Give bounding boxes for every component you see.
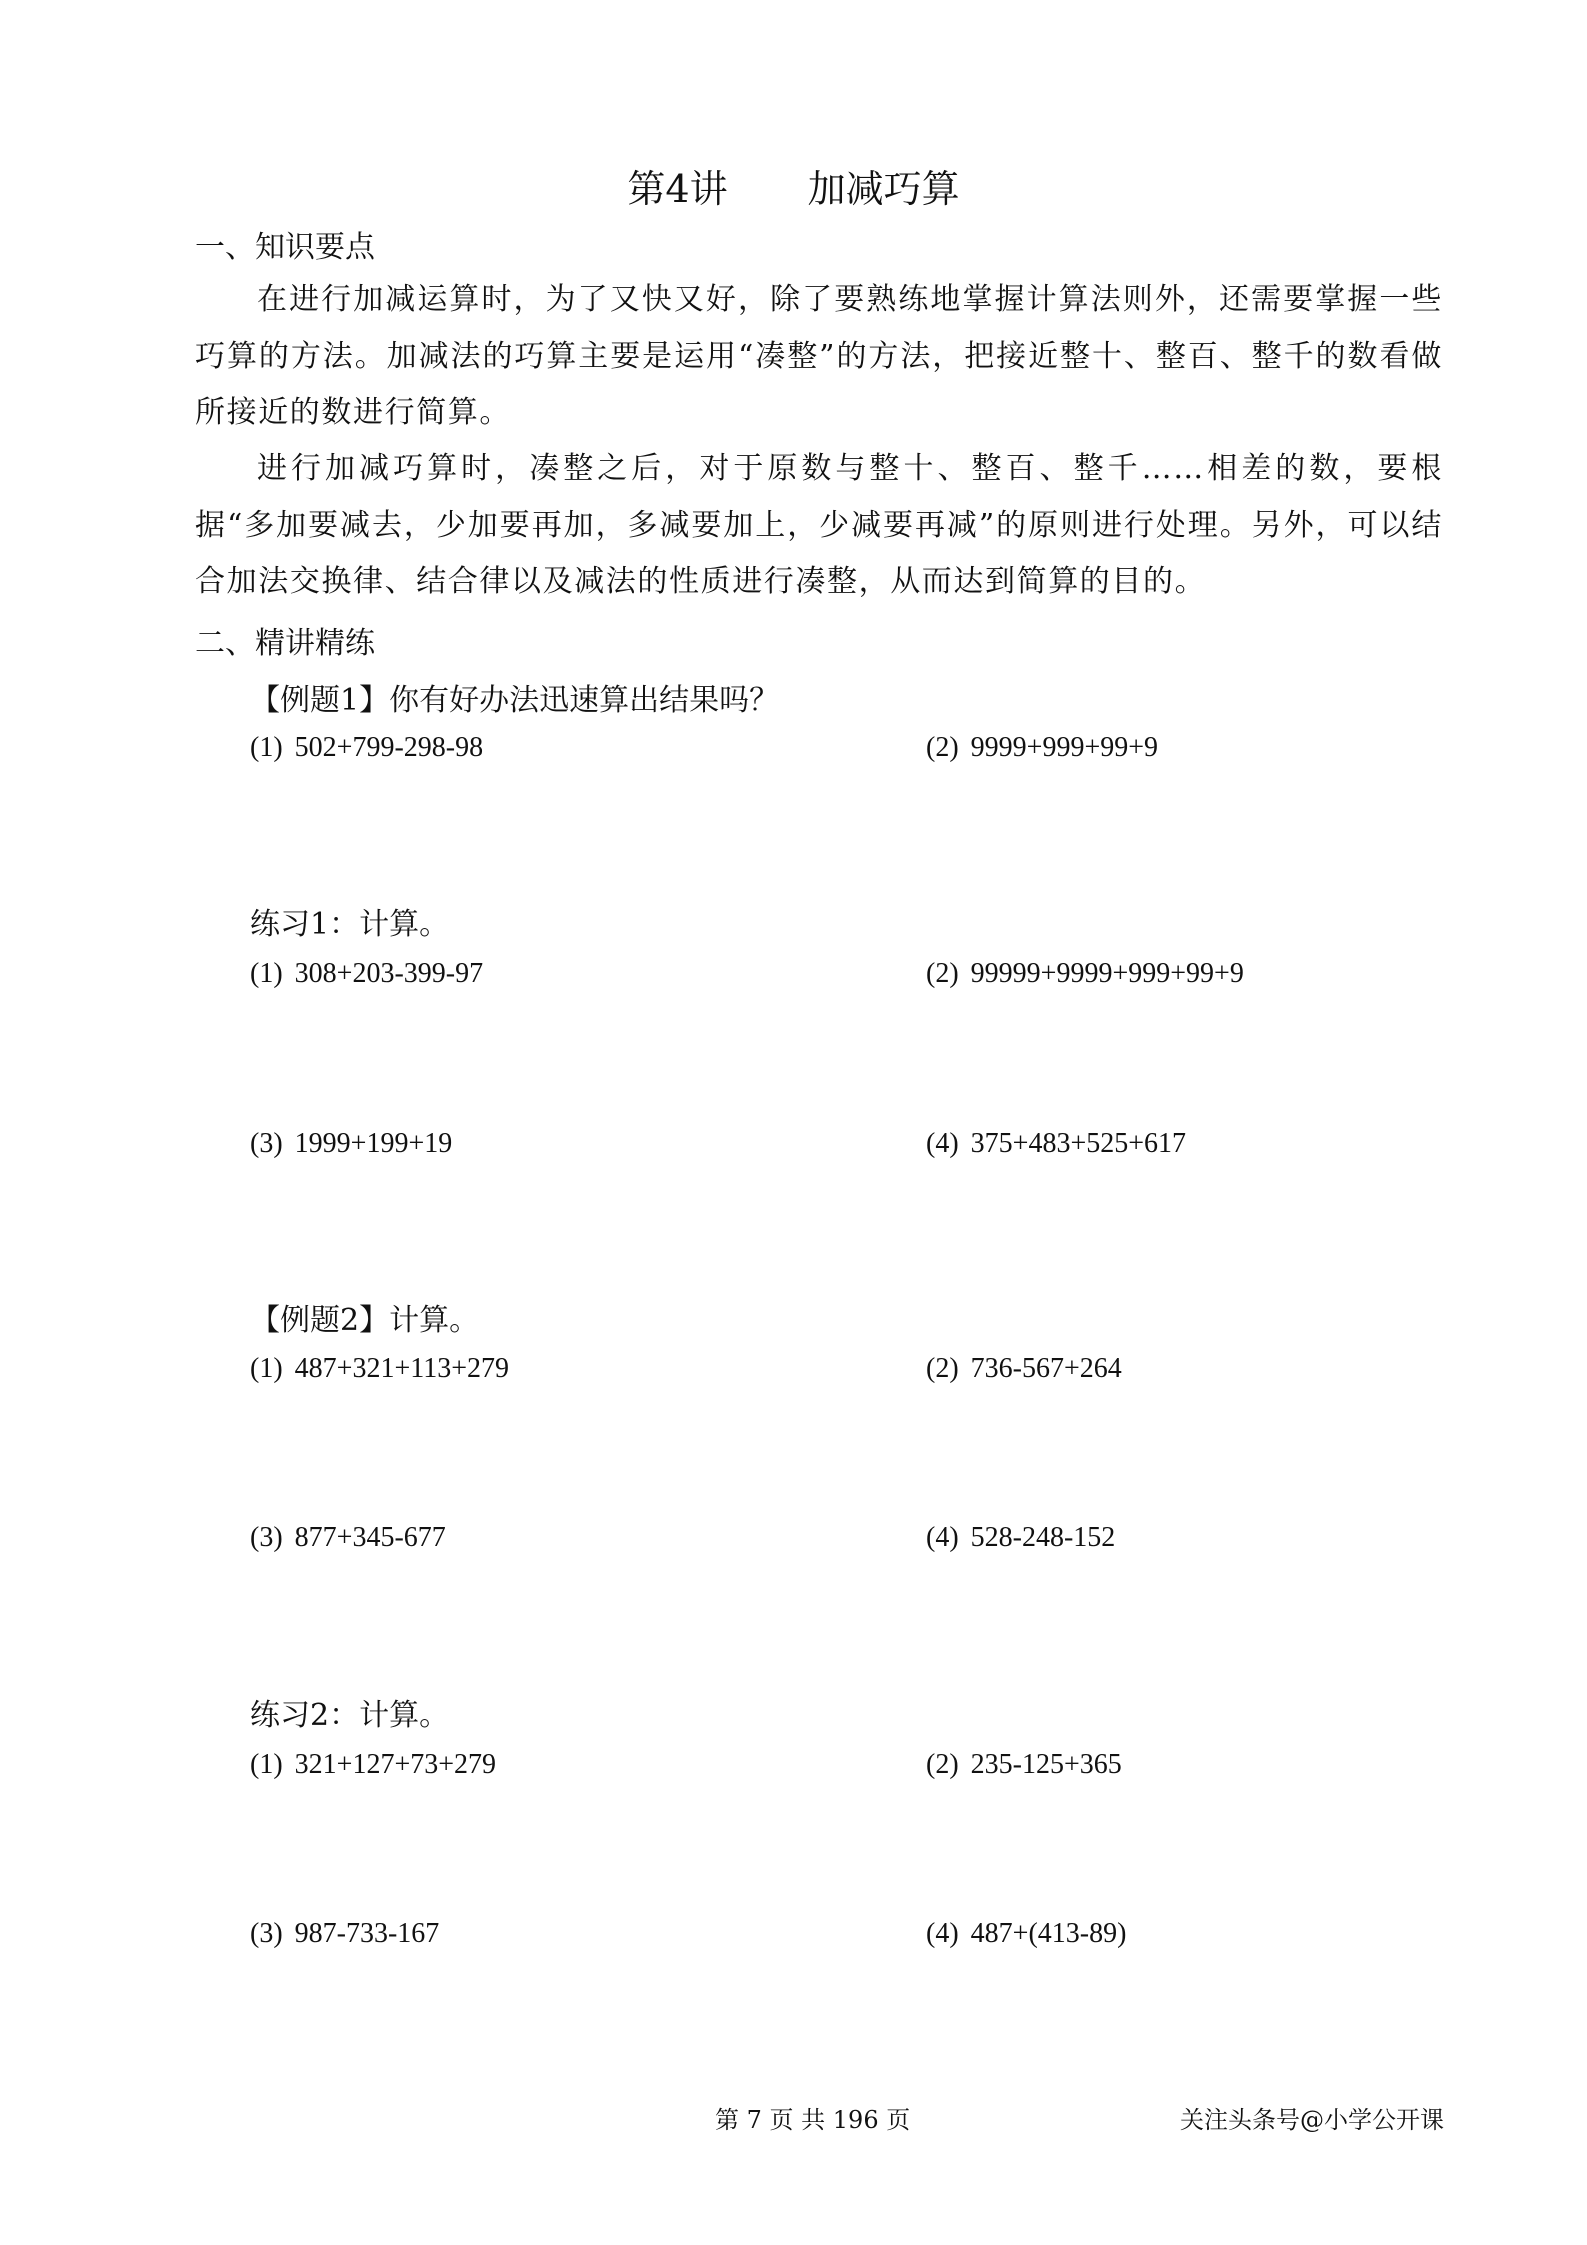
paragraph: 进行加减巧算时，凑整之后，对于原数与整十、整百、整千……相差的数，要根据“多加要减去，少加要再加，多减要加上，少减要再减”的原则进行处理。另外，可以结合加法交换律、结合律以及减法的性质进行凑整，从而达到简算的目的。 — [195, 451, 1443, 599]
lecture-topic: 加减巧算 — [807, 167, 960, 211]
practice-1-label: 练习1：计算。 — [250, 907, 450, 942]
problem-item: (4) 528-248-152 — [926, 1522, 1116, 1553]
problem-item: (3) 1999+199+19 — [250, 1128, 453, 1159]
problem-item: (1) 502+799-298-98 — [250, 732, 484, 763]
example-2-label: 【例题2】计算。 — [250, 1303, 480, 1338]
problem-item: (2) 235-125+365 — [926, 1749, 1122, 1780]
page-title — [0, 158, 1587, 213]
problem-item: (2) 99999+9999+999+99+9 — [926, 958, 1244, 989]
problem-item: (4) 487+(413-89) — [926, 1918, 1127, 1949]
practice-2-label: 练习2：计算。 — [250, 1698, 450, 1733]
problem-item: (3) 987-733-167 — [250, 1918, 440, 1949]
example-1-label: 【例题1】你有好办法迅速算出结果吗？ — [250, 683, 780, 718]
paragraph: 在进行加减运算时，为了又快又好，除了要熟练地掌握计算法则外，还需要掌握一些巧算的方法。加减法的巧算主要是运用“凑整”的方法，把接近整十、整百、整千的数看做所接近的数进行简算。 — [195, 282, 1443, 430]
section-heading-knowledge: 一、知识要点 — [195, 230, 375, 265]
problem-item: (3) 877+345-677 — [250, 1522, 446, 1553]
section-heading-practice: 二、精讲精练 — [195, 626, 375, 661]
lecture-number: 第4讲 — [627, 167, 728, 211]
footer-credit: 关注头条号@小学公开课 — [1180, 2106, 1444, 2134]
page-number: 第 7 页 共 196 页 — [715, 2106, 911, 2134]
problem-item: (2) 736-567+264 — [926, 1353, 1122, 1384]
problem-item: (4) 375+483+525+617 — [926, 1128, 1187, 1159]
problem-item: (1) 321+127+73+279 — [250, 1749, 497, 1780]
problem-item: (1) 487+321+113+279 — [250, 1353, 509, 1384]
problem-item: (2) 9999+999+99+9 — [926, 732, 1159, 763]
problem-item: (1) 308+203-399-97 — [250, 958, 484, 989]
